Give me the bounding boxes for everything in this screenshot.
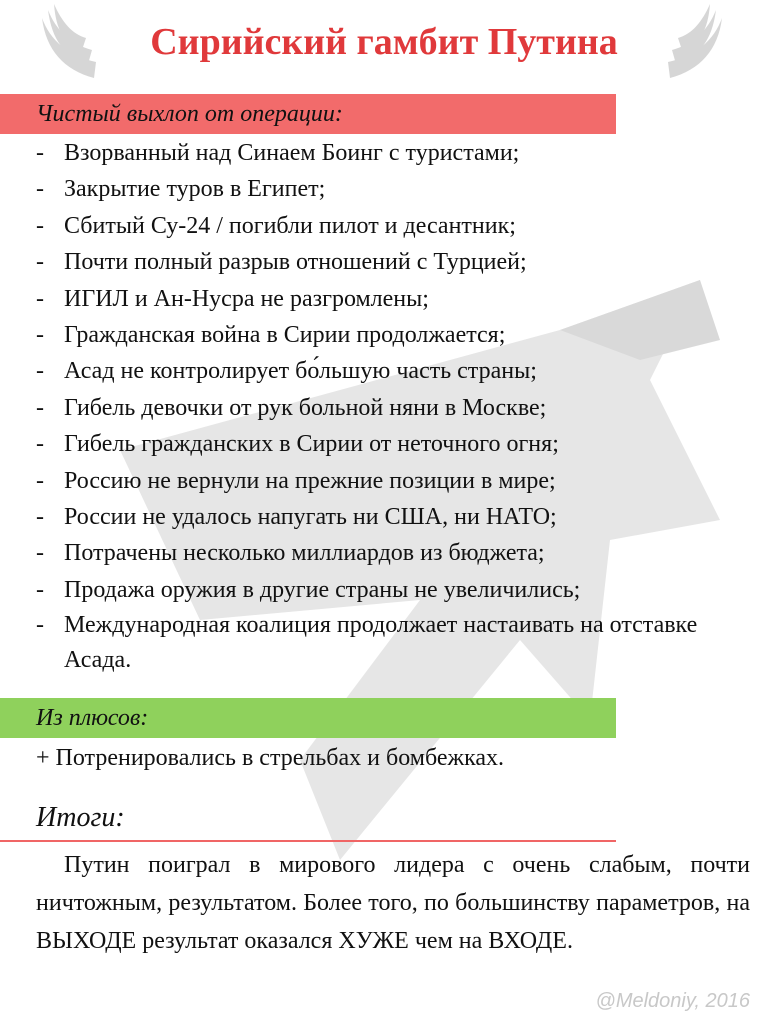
results-heading: Итоги: — [36, 802, 125, 833]
section-minus-heading: Чистый выхлоп от операции: — [0, 94, 616, 134]
plus-list-item: + Потренировались в стрельбах и бомбежках. — [36, 745, 505, 771]
minus-list — [0, 135, 768, 678]
list-item: - Продажа оружия в другие страны не увеличились; — [0, 572, 768, 608]
bullet-dash: - — [36, 176, 44, 203]
list-item: - Гибель гражданских в Сирии от неточного огня; — [0, 426, 768, 462]
list-item: - Сбитый Су-24 / погибли пилот и десантник; — [0, 208, 768, 244]
bullet-dash: - — [36, 285, 44, 312]
list-item: - Закрытие туров в Египет; — [0, 171, 768, 207]
bullet-dash: - — [36, 612, 44, 639]
bullet-dash: - — [36, 212, 44, 239]
list-item: - Взорванный над Синаем Боинг с туристами; — [0, 135, 768, 171]
page-title: Сирийский гамбит Путина — [150, 21, 618, 63]
bullet-dash: - — [36, 576, 44, 603]
bullet-dash: - — [36, 467, 44, 494]
signature: @Meldoniy, 2016 — [595, 990, 750, 1012]
list-item: - Потрачены несколько миллиардов из бюджета; — [0, 535, 768, 571]
bullet-dash: - — [36, 321, 44, 348]
list-item: - Гражданская война в Сирии продолжается; — [0, 317, 768, 353]
bullet-dash: - — [36, 394, 44, 421]
list-item: - Почти полный разрыв отношений с Турцией; — [0, 244, 768, 280]
bullet-dash: - — [36, 540, 44, 567]
bullet-dash: - — [36, 358, 44, 385]
list-item: - Международная коалиция продолжает настаивать на отставке Асада. — [0, 608, 754, 678]
bullet-dash: - — [36, 431, 44, 458]
results-text: Путин поиграл в мирового лидера с очень слабым, почти ничтожным, результатом. Более того, по большинству параметров, на ВЫХОДЕ результат оказался ХУЖЕ чем на ВХОДЕ. — [36, 852, 750, 954]
list-item: - ИГИЛ и Ан-Нусра не разгромлены; — [0, 281, 768, 317]
section-plus-heading: Из плюсов: — [0, 698, 616, 738]
list-item: - Россию не вернули на прежние позиции в мире; — [0, 463, 768, 499]
list-item: - России не удалось напугать ни США, ни НАТО; — [0, 499, 768, 535]
bullet-dash: - — [36, 503, 44, 530]
bullet-dash: - — [36, 140, 44, 166]
results-divider — [0, 840, 616, 842]
list-item: - Гибель девочки от рук больной няни в Москве; — [0, 390, 768, 426]
list-item: - Асад не контролирует бо́льшую часть страны; — [0, 353, 768, 389]
bullet-dash: - — [36, 249, 44, 276]
